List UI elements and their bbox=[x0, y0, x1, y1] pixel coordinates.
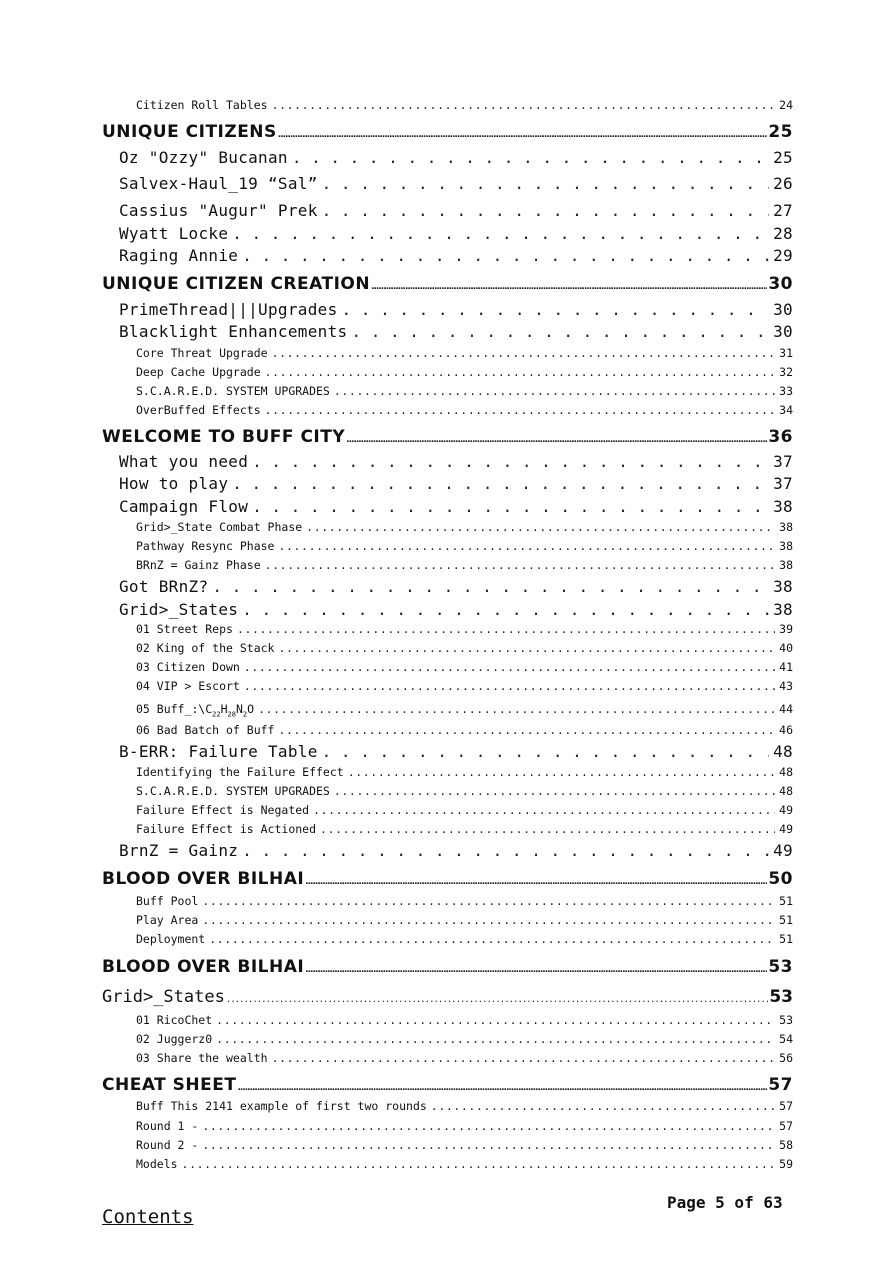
toc-entry-page: 49 bbox=[773, 841, 793, 860]
toc-entry[interactable] bbox=[136, 660, 793, 674]
toc-entry-title: Core Threat Upgrade bbox=[136, 346, 268, 360]
dot-leader bbox=[252, 497, 769, 516]
toc-entry-page: 53 bbox=[768, 957, 793, 977]
dot-leader bbox=[306, 520, 775, 534]
toc-entry-page: 28 bbox=[773, 224, 793, 243]
toc-entry-page: 56 bbox=[779, 1051, 793, 1065]
toc-entry-title: 04 VIP > Escort bbox=[136, 679, 240, 693]
dot-leader bbox=[371, 282, 767, 292]
toc-entry-page: 38 bbox=[773, 577, 793, 596]
dot-leader bbox=[232, 474, 769, 493]
toc-entry[interactable] bbox=[136, 679, 793, 693]
toc-entry-title: Round 1 - bbox=[136, 1119, 199, 1133]
toc-entry-title: 06 Bad Batch of Buff bbox=[136, 723, 275, 737]
toc-entry-page: 44 bbox=[779, 702, 793, 716]
toc-entry[interactable] bbox=[119, 322, 793, 341]
toc-entry[interactable] bbox=[119, 600, 793, 619]
toc-entry-page: 57 bbox=[768, 1075, 793, 1095]
toc-entry[interactable] bbox=[136, 520, 793, 534]
toc-entry-title: Oz "Ozzy" Bucanan bbox=[119, 148, 288, 167]
dot-leader bbox=[244, 660, 775, 674]
toc-entry[interactable] bbox=[136, 765, 793, 779]
toc-entry[interactable] bbox=[119, 300, 793, 319]
toc-entry-page: 38 bbox=[779, 558, 793, 572]
toc-entry[interactable] bbox=[119, 174, 793, 193]
toc-entry-page: 26 bbox=[773, 174, 793, 193]
toc-entry[interactable] bbox=[119, 246, 793, 265]
toc-entry[interactable] bbox=[102, 427, 793, 447]
dot-leader bbox=[334, 784, 775, 798]
toc-entry-title: Salvex-Haul_19 “Sal” bbox=[119, 174, 318, 193]
toc-entry[interactable] bbox=[102, 274, 793, 294]
dot-leader bbox=[258, 702, 775, 716]
toc-entry-page: 30 bbox=[773, 322, 793, 341]
toc-entry-page: 49 bbox=[779, 822, 793, 836]
toc-entry[interactable] bbox=[119, 224, 793, 243]
dot-leader bbox=[342, 300, 770, 319]
toc-entry-page: 40 bbox=[779, 641, 793, 655]
dot-leader bbox=[272, 1051, 776, 1065]
toc-entry-title: BRnZ = Gainz Phase bbox=[136, 558, 261, 572]
toc-entry-title: Raging Annie bbox=[119, 246, 239, 265]
toc-entry-page: 32 bbox=[779, 365, 793, 379]
toc-entry-page: 33 bbox=[779, 384, 793, 398]
toc-entry-page: 25 bbox=[768, 122, 793, 142]
toc-entry[interactable] bbox=[136, 384, 793, 398]
dot-leader bbox=[237, 622, 775, 636]
toc-entry[interactable] bbox=[136, 539, 793, 553]
dot-leader bbox=[202, 913, 775, 927]
toc-entry[interactable] bbox=[136, 803, 793, 817]
toc-entry[interactable] bbox=[136, 1099, 793, 1113]
toc-entry-page: 41 bbox=[779, 660, 793, 674]
toc-entry-title: BLOOD OVER BILHAI bbox=[102, 869, 305, 889]
dot-leader bbox=[242, 246, 769, 265]
toc-entry-page: 51 bbox=[779, 932, 793, 946]
toc-entry-page: 57 bbox=[779, 1099, 793, 1113]
toc-entry[interactable] bbox=[119, 452, 793, 471]
toc-entry-page: 43 bbox=[779, 679, 793, 693]
toc-entry-page: 48 bbox=[773, 742, 793, 761]
toc-entry[interactable] bbox=[136, 98, 793, 112]
toc-entry-page: 37 bbox=[773, 452, 793, 471]
toc-entry[interactable] bbox=[136, 1032, 793, 1046]
dot-leader bbox=[244, 679, 775, 693]
toc-entry[interactable] bbox=[119, 497, 793, 516]
toc-entry[interactable] bbox=[136, 365, 793, 379]
toc-entry-page: 46 bbox=[779, 723, 793, 737]
dot-leader bbox=[226, 995, 769, 1005]
dot-leader bbox=[431, 1099, 775, 1113]
toc-entry-title: Cassius "Augur" Prek bbox=[119, 201, 318, 220]
toc-entry-page: 38 bbox=[779, 539, 793, 553]
toc-entry-title: 01 RicoChet bbox=[136, 1013, 213, 1027]
toc-entry-title: UNIQUE CITIZENS bbox=[102, 122, 277, 142]
toc-entry[interactable] bbox=[136, 784, 793, 798]
toc-entry-title: CHEAT SHEET bbox=[102, 1075, 237, 1095]
toc-entry-title: Pathway Resync Phase bbox=[136, 539, 275, 553]
toc-entry-title: How to play bbox=[119, 474, 229, 493]
toc-entry[interactable] bbox=[136, 1157, 793, 1171]
dot-leader bbox=[272, 346, 776, 360]
toc-entry-title: What you need bbox=[119, 452, 249, 471]
toc-entry-page: 38 bbox=[773, 600, 793, 619]
toc-entry[interactable] bbox=[136, 932, 793, 946]
toc-entry-title: Buff This 2141 example of first two rounds bbox=[136, 1099, 427, 1113]
toc-entry-page: 27 bbox=[773, 201, 793, 220]
toc-entry-title: BrnZ = Gainz bbox=[119, 841, 239, 860]
dot-leader bbox=[313, 803, 775, 817]
toc-entry[interactable] bbox=[136, 1119, 793, 1133]
toc-entry[interactable] bbox=[119, 577, 793, 596]
dot-leader bbox=[351, 322, 769, 341]
toc-entry-page: 50 bbox=[768, 869, 793, 889]
toc-entry-title: WELCOME TO BUFF CITY bbox=[102, 427, 346, 447]
toc-entry-page: 38 bbox=[773, 497, 793, 516]
toc-entry[interactable] bbox=[136, 723, 793, 737]
toc-entry[interactable] bbox=[136, 622, 793, 636]
toc-entry[interactable] bbox=[136, 913, 793, 927]
toc-entry-title: 03 Share the wealth bbox=[136, 1051, 268, 1065]
dot-leader bbox=[334, 384, 775, 398]
toc-entry[interactable] bbox=[136, 641, 793, 655]
dot-leader bbox=[252, 452, 769, 471]
toc-entry-page: 48 bbox=[779, 784, 793, 798]
contents-link[interactable]: Contents bbox=[102, 1206, 194, 1228]
dot-leader bbox=[265, 365, 776, 379]
toc-entry-page: 37 bbox=[773, 474, 793, 493]
toc-entry-title: Identifying the Failure Effect bbox=[136, 765, 344, 779]
toc-entry-page: 30 bbox=[773, 300, 793, 319]
dot-leader bbox=[216, 1032, 775, 1046]
toc-entry[interactable] bbox=[136, 558, 793, 572]
toc-entry-title: Wyatt Locke bbox=[119, 224, 229, 243]
toc-entry[interactable] bbox=[102, 957, 793, 977]
toc-entry-title: B-ERR: Failure Table bbox=[119, 742, 318, 761]
toc-entry-page: 54 bbox=[779, 1032, 793, 1046]
toc-entry-title: Deployment bbox=[136, 932, 206, 946]
toc-entry-title: Play Area bbox=[136, 913, 199, 927]
toc-entry-page: 24 bbox=[779, 98, 793, 112]
toc-entry[interactable] bbox=[136, 1051, 793, 1065]
toc-entry-title: S.C.A.R.E.D. SYSTEM UPGRADES bbox=[136, 784, 330, 798]
toc-entry-page: 57 bbox=[779, 1119, 793, 1133]
toc-entry-title: Models bbox=[136, 1157, 178, 1171]
toc-entry-title: Buff Pool bbox=[136, 894, 199, 908]
toc-entry-page: 30 bbox=[768, 274, 793, 294]
toc-entry[interactable] bbox=[102, 987, 793, 1007]
toc-entry[interactable] bbox=[136, 702, 793, 719]
toc-entry-title: BLOOD OVER BILHAI bbox=[102, 957, 305, 977]
dot-leader bbox=[305, 877, 767, 887]
toc-entry-page: 31 bbox=[779, 346, 793, 360]
toc-entry[interactable] bbox=[102, 122, 793, 142]
dot-leader bbox=[322, 201, 769, 220]
toc-entry-page: 53 bbox=[769, 987, 793, 1007]
toc-entry-title: Failure Effect is Negated bbox=[136, 803, 310, 817]
dot-leader bbox=[278, 723, 775, 737]
dot-leader bbox=[278, 130, 768, 140]
toc-entry[interactable] bbox=[136, 1138, 793, 1152]
dot-leader bbox=[320, 822, 775, 836]
toc-entry-title: 01 Street Reps bbox=[136, 622, 233, 636]
toc-entry-page: 51 bbox=[779, 894, 793, 908]
toc-entry[interactable] bbox=[136, 1013, 793, 1027]
toc-entry-title: Failure Effect is Actioned bbox=[136, 822, 317, 836]
toc-entry[interactable] bbox=[119, 742, 793, 761]
toc-entry-title: Round 2 - bbox=[136, 1138, 199, 1152]
dot-leader bbox=[212, 577, 769, 596]
toc-entry-title: Grid>_States bbox=[119, 600, 239, 619]
toc-entry[interactable] bbox=[136, 346, 793, 360]
toc-entry[interactable] bbox=[102, 1075, 793, 1095]
toc-entry-title: S.C.A.R.E.D. SYSTEM UPGRADES bbox=[136, 384, 330, 398]
toc-entry-page: 34 bbox=[779, 403, 793, 417]
dot-leader bbox=[346, 435, 767, 445]
toc-entry-page: 36 bbox=[768, 427, 793, 447]
toc-entry-title: Got BRnZ? bbox=[119, 577, 209, 596]
toc-entry-title: Blacklight Enhancements bbox=[119, 322, 348, 341]
toc-entry-title: 05 $Buff\_:\backslash C_{22}H_{28}N_2O$ bbox=[136, 702, 255, 719]
toc-entry-page: 58 bbox=[779, 1138, 793, 1152]
dot-leader bbox=[202, 894, 775, 908]
toc-entry[interactable] bbox=[102, 869, 793, 889]
dot-leader bbox=[278, 539, 775, 553]
toc-entry-page: 49 bbox=[779, 803, 793, 817]
toc-entry-page: 39 bbox=[779, 622, 793, 636]
toc-entry-title: Deep Cache Upgrade bbox=[136, 365, 261, 379]
toc-entry-page: 53 bbox=[779, 1013, 793, 1027]
dot-leader bbox=[292, 148, 769, 167]
toc-entry-title: UNIQUE CITIZEN CREATION bbox=[102, 274, 371, 294]
toc-entry[interactable] bbox=[136, 403, 793, 417]
dot-leader bbox=[305, 965, 767, 975]
toc-entry[interactable] bbox=[119, 148, 793, 167]
dot-leader bbox=[322, 174, 769, 193]
toc-entry-page: 48 bbox=[779, 765, 793, 779]
dot-leader bbox=[242, 600, 769, 619]
toc-entry-title: 02 Juggerz0 bbox=[136, 1032, 213, 1046]
toc-entry-page: 59 bbox=[779, 1157, 793, 1171]
dot-leader bbox=[216, 1013, 775, 1027]
toc-entry[interactable] bbox=[136, 822, 793, 836]
buff-prefix: 05 Buff_:\C bbox=[136, 702, 213, 716]
dot-leader bbox=[348, 765, 775, 779]
page-indicator: Page 5 of 63 bbox=[667, 1193, 783, 1212]
toc-entry-page: 25 bbox=[773, 148, 793, 167]
toc-entry-title: OverBuffed Effects bbox=[136, 403, 261, 417]
dot-leader bbox=[242, 841, 769, 860]
dot-leader bbox=[265, 558, 776, 572]
dot-leader bbox=[202, 1119, 775, 1133]
toc-entry-title: Citizen Roll Tables bbox=[136, 98, 268, 112]
toc-entry-title: Grid>_State Combat Phase bbox=[136, 520, 303, 534]
dot-leader bbox=[265, 403, 776, 417]
toc-entry[interactable] bbox=[119, 841, 793, 860]
toc-entry-title: 02 King of the Stack bbox=[136, 641, 275, 655]
dot-leader bbox=[232, 224, 769, 243]
dot-leader bbox=[272, 98, 776, 112]
toc-entry[interactable] bbox=[119, 201, 793, 220]
toc-entry-page: 51 bbox=[779, 913, 793, 927]
toc-entry-title: Grid>_States bbox=[102, 987, 225, 1007]
toc-entry[interactable] bbox=[119, 474, 793, 493]
toc-entry-title: PrimeThread|||Upgrades bbox=[119, 300, 338, 319]
toc-entry-title: Campaign Flow bbox=[119, 497, 249, 516]
toc-entry-title: 03 Citizen Down bbox=[136, 660, 240, 674]
dot-leader bbox=[278, 641, 775, 655]
dot-leader bbox=[237, 1083, 767, 1093]
dot-leader bbox=[209, 932, 775, 946]
dot-leader bbox=[322, 742, 769, 761]
dot-leader bbox=[182, 1157, 776, 1171]
toc-entry[interactable] bbox=[136, 894, 793, 908]
dot-leader bbox=[202, 1138, 775, 1152]
toc-entry-page: 38 bbox=[779, 520, 793, 534]
toc-entry-page: 29 bbox=[773, 246, 793, 265]
